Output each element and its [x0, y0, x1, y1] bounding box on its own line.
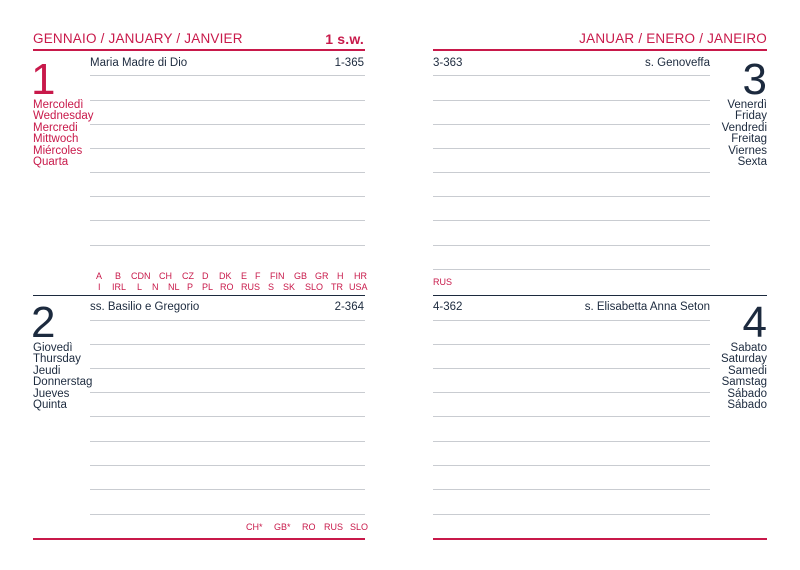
writing-line[interactable] [90, 320, 365, 321]
holiday-code: HR [354, 271, 367, 281]
weekday-fr: Mercredi [33, 121, 78, 134]
day-count-1: 1-365 [334, 57, 364, 69]
weekday-en: Friday [735, 110, 767, 123]
holiday-code: FIN [270, 271, 285, 281]
writing-line[interactable] [90, 220, 365, 221]
writing-line[interactable] [90, 368, 365, 369]
writing-line[interactable] [90, 245, 365, 246]
weekday-es: Sábado [727, 387, 767, 400]
right-footer-rule [433, 538, 767, 540]
holiday-code: CH [159, 271, 172, 281]
weekday-es: Viernes [728, 144, 767, 157]
writing-line[interactable] [433, 100, 710, 101]
writing-line[interactable] [90, 465, 365, 466]
left-header-months: GENNAIO / JANUARY / JANVIER [33, 31, 243, 46]
left-footer-rule [33, 538, 365, 540]
holiday-code: A [96, 271, 103, 281]
writing-line[interactable] [90, 75, 365, 76]
weekday-de: Freitag [731, 133, 767, 146]
writing-line[interactable] [90, 392, 365, 393]
writing-line[interactable] [433, 148, 710, 149]
holiday-codes-3: RUS [433, 277, 453, 287]
writing-line[interactable] [90, 148, 365, 149]
writing-line[interactable] [90, 100, 365, 101]
writing-line[interactable] [433, 124, 710, 125]
writing-line[interactable] [90, 344, 365, 345]
holiday-code: GB* [274, 522, 291, 532]
holiday-code: RO [220, 282, 234, 292]
weekday-list-2 [33, 343, 92, 411]
weekday-es: Miércoles [33, 144, 83, 157]
writing-line[interactable] [433, 220, 710, 221]
day-separator [33, 295, 365, 296]
weekday-de: Mittwoch [33, 133, 79, 146]
writing-line[interactable] [433, 514, 710, 515]
holiday-code: CDN [131, 271, 151, 281]
weekday-en: Thursday [33, 353, 81, 366]
writing-line[interactable] [90, 416, 365, 417]
day-number-3: 3 [742, 55, 767, 104]
holiday-code: F [255, 271, 261, 281]
right-header-rule [433, 49, 767, 51]
holiday-code: PL [202, 282, 214, 292]
holiday-code: B [115, 271, 122, 281]
weekday-de: Samstag [721, 376, 767, 389]
writing-line[interactable] [433, 489, 710, 490]
holiday-code: SLO [350, 522, 369, 532]
weekday-fr: Vendredi [721, 121, 767, 134]
holiday-code: IRL [112, 282, 127, 292]
holiday-code: RO [302, 522, 316, 532]
writing-line[interactable] [433, 196, 710, 197]
weekday-it: Venerdì [727, 99, 767, 111]
weekday-it: Giovedì [33, 342, 73, 354]
right-header-months: JANUAR / ENERO / JANEIRO [579, 31, 767, 46]
holiday-code: H [337, 271, 344, 281]
holiday-code: GR [315, 271, 329, 281]
writing-line[interactable] [433, 320, 710, 321]
holiday-code: S [268, 282, 275, 292]
weekday-pt: Sábado [727, 399, 767, 412]
holiday-code: CH* [246, 522, 263, 532]
weekday-de: Donnerstag [33, 376, 93, 389]
holiday-code: GB [294, 271, 308, 281]
holiday-code: E [241, 271, 248, 281]
writing-line[interactable] [433, 465, 710, 466]
writing-line[interactable] [433, 441, 710, 442]
weekday-fr: Samedi [728, 364, 767, 377]
weekday-fr: Jeudi [33, 364, 61, 377]
holiday-code: P [187, 282, 194, 292]
day-count-2: 2-364 [334, 301, 364, 313]
writing-line[interactable] [433, 245, 710, 246]
writing-line[interactable] [433, 392, 710, 393]
weekday-pt: Quarta [33, 156, 69, 169]
holiday-code: TR [331, 282, 343, 292]
weekday-list-4 [700, 343, 767, 411]
weekday-it: Sabato [730, 342, 767, 354]
day-number-1: 1 [31, 55, 56, 104]
writing-line[interactable] [433, 416, 710, 417]
writing-line[interactable] [90, 172, 365, 173]
weekday-it: Mercoledì [33, 99, 84, 111]
holiday-code: DK [219, 271, 232, 281]
holiday-codes-2 [246, 522, 369, 534]
holiday-code: N [152, 282, 159, 292]
weekday-en: Saturday [720, 353, 767, 366]
writing-line[interactable] [433, 269, 710, 270]
day-entry-2[interactable]: ss. Basilio e Gregorio [90, 301, 200, 313]
weekday-es: Jueves [33, 387, 70, 400]
weekday-list-1 [33, 100, 94, 168]
day-entry-1[interactable]: Maria Madre di Dio [90, 57, 188, 69]
weekday-list-3 [700, 100, 767, 168]
day-number-2: 2 [31, 298, 56, 347]
writing-line[interactable] [433, 75, 710, 76]
writing-line[interactable] [90, 124, 365, 125]
writing-line[interactable] [90, 441, 365, 442]
writing-line[interactable] [433, 368, 710, 369]
writing-line[interactable] [433, 344, 710, 345]
holiday-code: USA [349, 282, 368, 292]
day-count-4: 4-362 [433, 301, 463, 313]
week-label: 1 s.w. [325, 31, 364, 47]
weekday-pt: Sexta [737, 156, 767, 169]
writing-line[interactable] [90, 514, 365, 515]
holiday-codes-1 [96, 271, 368, 293]
holiday-code: NL [168, 282, 180, 292]
day-count-3: 3-363 [433, 57, 463, 69]
day-entry-3[interactable]: s. Genoveffa [645, 57, 710, 69]
writing-line[interactable] [90, 489, 365, 490]
weekday-en: Wednesday [33, 110, 94, 123]
holiday-code: I [98, 282, 101, 292]
holiday-code: L [137, 282, 143, 292]
day-number-4: 4 [742, 298, 767, 347]
holiday-code: D [202, 271, 209, 281]
holiday-code: SLO [305, 282, 324, 292]
holiday-code: RUS [324, 522, 344, 532]
writing-line[interactable] [90, 196, 365, 197]
day-separator [433, 295, 767, 296]
holiday-code: RUS [241, 282, 261, 292]
holiday-code: CZ [182, 271, 194, 281]
writing-line[interactable] [433, 172, 710, 173]
weekday-pt: Quinta [33, 399, 67, 412]
left-header-rule [33, 49, 365, 51]
day-entry-4[interactable]: s. Elisabetta Anna Seton [584, 301, 710, 313]
holiday-code: SK [283, 282, 296, 292]
